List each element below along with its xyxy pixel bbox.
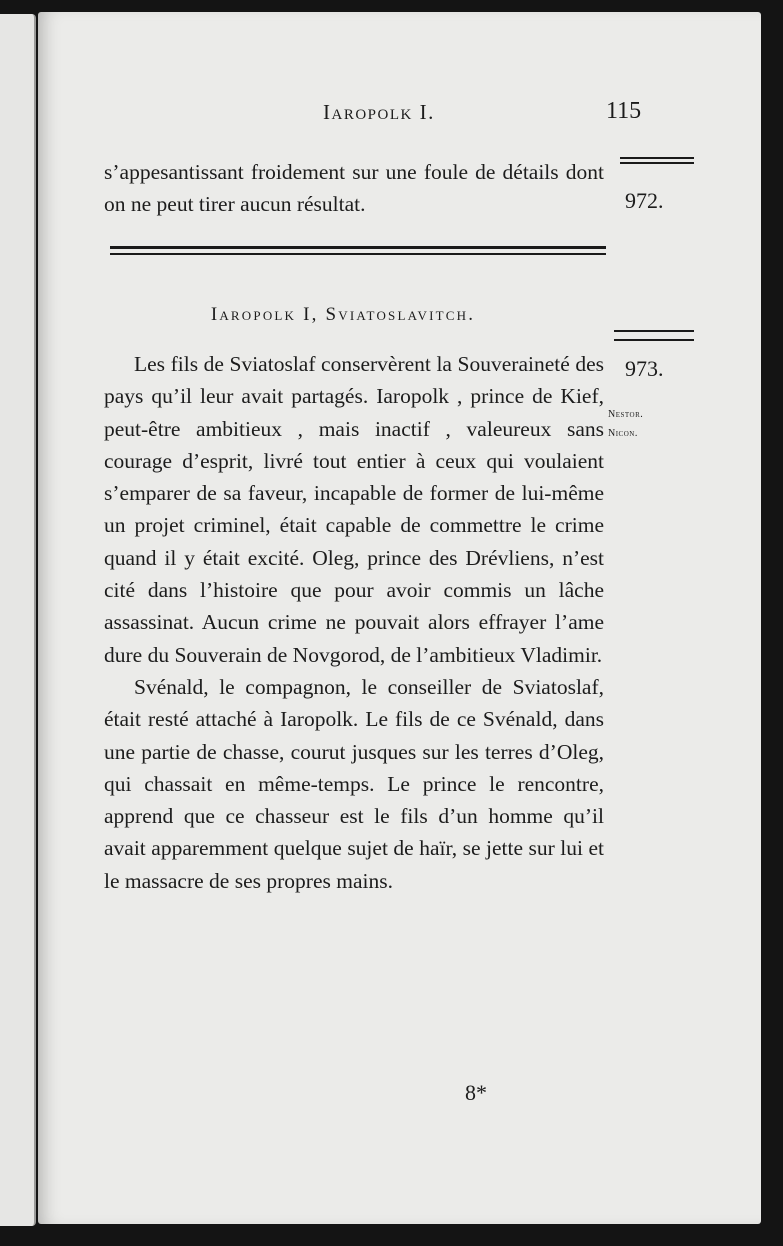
paragraph: Svénald, le compagnon, le conseiller de Sviatoslaf, était resté attaché à Iaropolk. Le fils de ce Svénald, dans une partie de chasse, courut jusques sur les terres d’Oleg, qui chassait en même-temps. Le prince le rencontre, apprend que ce chasseur est le fils d’un homme qu’il avait apparemment quelque sujet de haïr, se jette sur lui et le massacre de ses propres mains. xyxy=(104,674,604,893)
chapter-title: Iaropolk I, Sviatoslavitch. xyxy=(210,304,476,325)
margin-rule xyxy=(620,162,694,164)
margin-source: Nestor. xyxy=(608,409,644,420)
margin-year: 972. xyxy=(625,188,664,213)
margin-source: Nicon. xyxy=(608,428,638,439)
running-head: Iaropolk I. xyxy=(323,100,435,124)
margin-year: 973. xyxy=(625,356,664,381)
carryover-text-block xyxy=(104,156,604,221)
margin-rule xyxy=(614,330,694,332)
carryover-paragraph: s’appesantissant froidement sur une foule de détails dont on ne peut tirer aucun résultat. xyxy=(104,160,604,217)
margin-rule xyxy=(614,339,694,341)
book-page xyxy=(38,12,761,1224)
page-number: 115 xyxy=(606,98,642,124)
margin-rule xyxy=(620,157,694,159)
section-rule-thin xyxy=(110,253,606,255)
section-rule-thick xyxy=(110,246,606,249)
signature-mark: 8* xyxy=(465,1080,487,1105)
previous-page-edge xyxy=(0,14,36,1226)
paragraph: Les fils de Sviatoslaf conservèrent la Souveraineté des pays qu’il leur avait partagés. Iaropolk , prince de Kief, peut-être ambitieux , mais inactif , valeureux sans courage d’esprit, livré tout entier à ceux qui voulaient s’emparer de sa faveur, incapable de former de lui-même un projet criminel, était capable de commettre le crime quand il y était excité. Oleg, prince des Drévliens, n’est cité dans l’histoire que pour avoir commis un lâche assassinat. Aucun crime ne pouvait alors effrayer l’ame dure du Souverain de Novgorod, de l’ambitieux Vladimir. xyxy=(104,352,604,667)
body-text xyxy=(104,348,604,897)
